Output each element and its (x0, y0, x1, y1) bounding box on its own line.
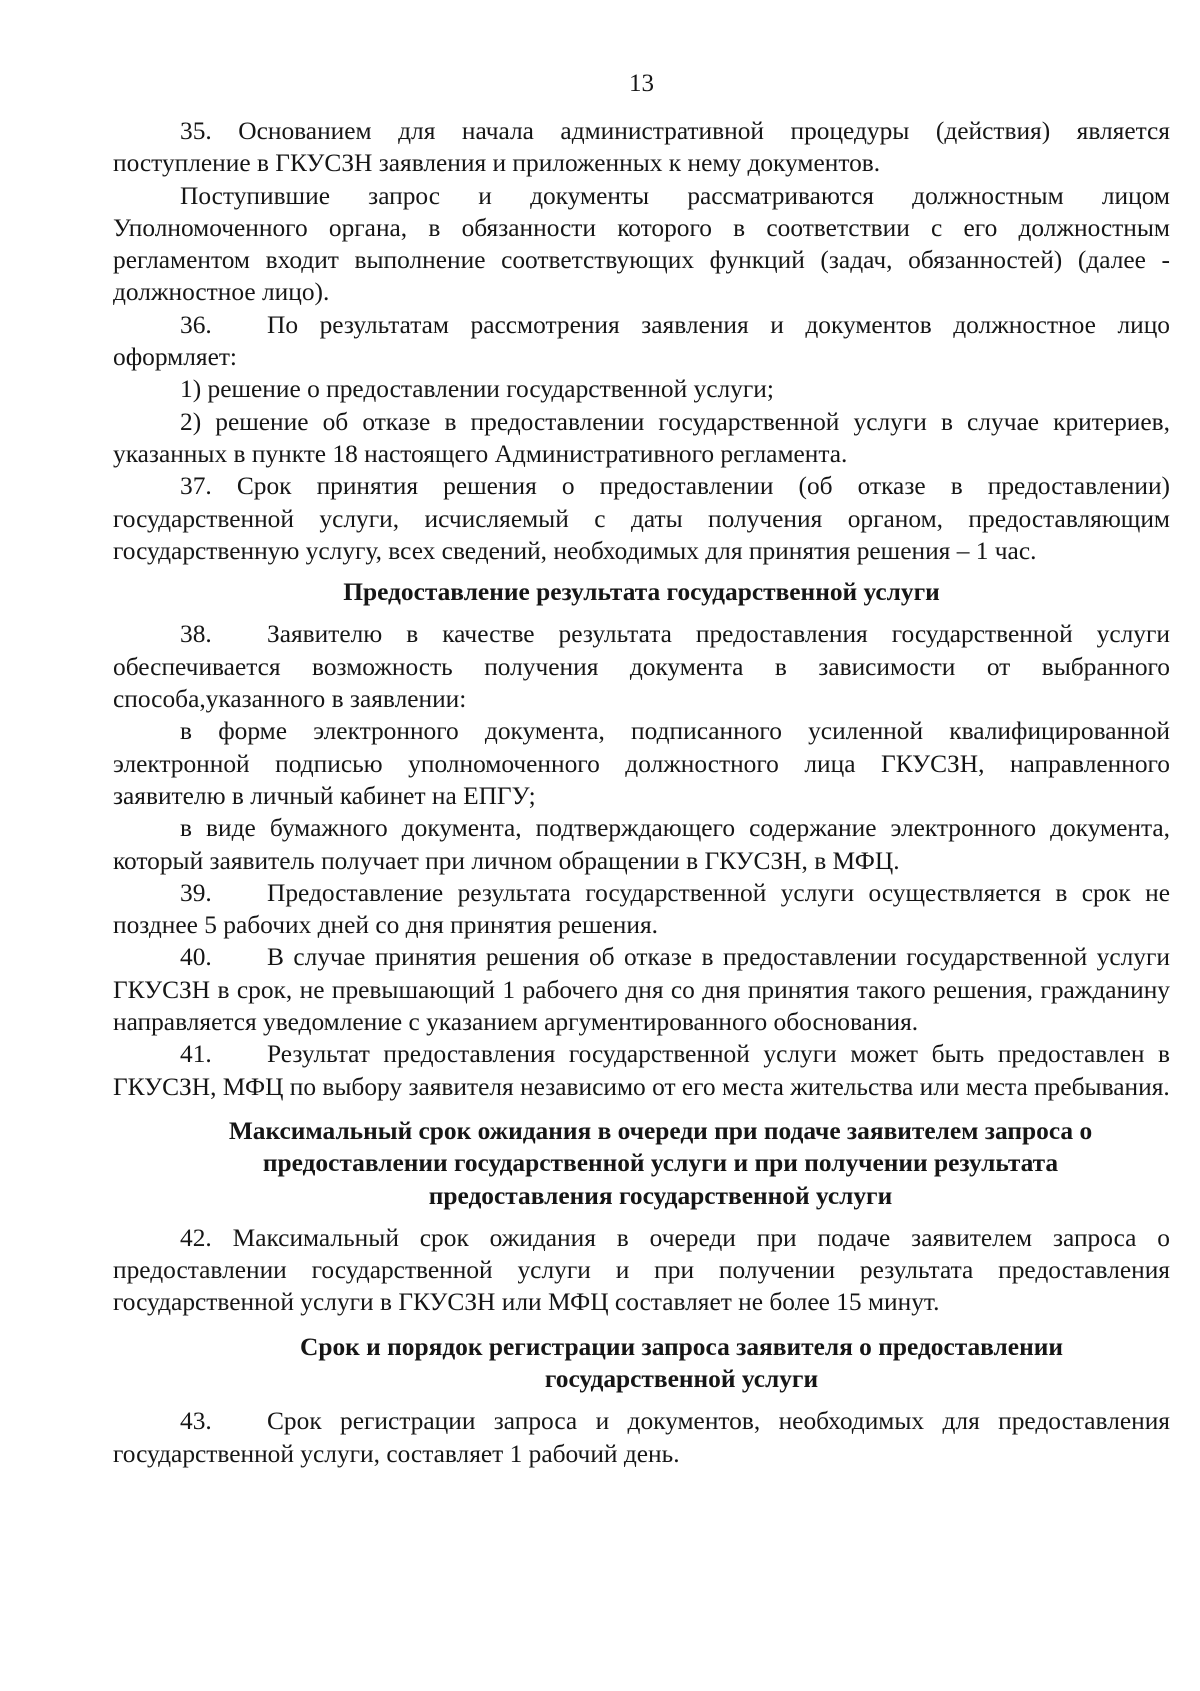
paragraph-39-text: Предоставление результата государственной услуги осуществляется в срок не позднее 5 рабочих дней со дня принятия решения. (113, 878, 1170, 940)
paragraph-39-number: 39. (180, 878, 212, 907)
paragraph-43-number: 43. (180, 1407, 212, 1436)
paragraph-41-number: 41. (180, 1040, 212, 1069)
section-heading-registration-line-2: государственной услуги (544, 1364, 819, 1393)
section-heading-queue-time-line-1: Максимальный срок ожидания в очереди при подаче заявителем запроса о (228, 1116, 1093, 1145)
document-content (113, 115, 1170, 1470)
page-number: 13 (629, 70, 654, 97)
paragraph-38-number: 38. (180, 620, 212, 649)
paragraph-40-text: В случае принятия решения об отказе в предоставлении государственной услуги ГКУСЗН в срок, не превышающий 1 рабочего дня со дня принятия такого решения, гражданину направляется уведомление с указанием аргументированного обоснования. (113, 943, 1170, 1037)
section-heading-registration (113, 1331, 1170, 1396)
paragraph-40 (113, 941, 1170, 1038)
paragraph-37: 37. Срок принятия решения о предоставлении (об отказе в предоставлении) государственной услуги, исчисляемый с даты получения органом, предоставляющим государственную услугу, всех сведений, необходимых для принятия решения – 1 час. (113, 472, 1170, 565)
paragraph-38-option-paper: в виде бумажного документа, подтверждающего содержание электронного документа, который заявитель получает при личном обращении в ГКУСЗН, в МФЦ. (113, 814, 1170, 875)
paragraph-35 (113, 115, 1170, 180)
paragraph-38 (113, 618, 1170, 715)
paragraph-36-item-1: 1) решение о предоставлении государственной услуги; (180, 375, 774, 404)
section-heading-queue-time-line-2: предоставлении государственной услуги и при получении результата (262, 1149, 1059, 1178)
paragraph-41-text: Результат предоставления государственной услуги может быть предоставлен в ГКУСЗН, МФЦ по выбору заявителя независимо от его места жительства или места пребывания. (113, 1040, 1170, 1101)
paragraph-38-text: Заявителю в качестве результата предоставления государственной услуги обеспечивается возможность получения документа в зависимости от выбранного способа,указанного в заявлении: (113, 620, 1170, 714)
paragraph-43 (113, 1405, 1170, 1470)
section-heading-queue-time-line-3: предоставления государственной услуги (428, 1181, 893, 1210)
section-heading-queue-time (113, 1115, 1170, 1212)
paragraph-35-text: Основанием для начала административной процедуры (действия) является поступление в ГКУСЗН заявления и приложенных к нему документов. (113, 117, 1170, 178)
paragraph-35-continuation: Поступившие запрос и документы рассматриваются должностным лицом Уполномоченного органа, в обязанности которого в соответствии с его должностным регламентом входит выполнение соответствующих функций (задач, обязанностей) (далее - должностное лицо). (113, 181, 1170, 307)
section-heading-registration-line-1: Срок и порядок регистрации запроса заявителя о предоставлении (300, 1332, 1063, 1361)
paragraph-36-text: По результатам рассмотрения заявления и документов должностное лицо оформляет: (113, 310, 1170, 372)
paragraph-36-number: 36. (180, 310, 212, 339)
paragraph-43-text: Срок регистрации запроса и документов, необходимых для предоставления государственной услуги, составляет 1 рабочий день. (113, 1407, 1170, 1468)
paragraph-42: 42. Максимальный срок ожидания в очереди при подаче заявителем запроса о предоставлении государственной услуги и при получении результата предоставления государственной услуги в ГКУСЗН или МФЦ составляет не более 15 минут. (113, 1223, 1170, 1317)
paragraph-35-number: 35. (180, 117, 212, 145)
section-heading-result: Предоставление результата государственной услуги (343, 578, 940, 607)
paragraph-40-number: 40. (180, 943, 212, 972)
paragraph-41 (113, 1038, 1170, 1103)
paragraph-36-item-2: 2) решение об отказе в предоставлении государственной услуги в случае критериев, указанных в пункте 18 настоящего Административного регламента. (113, 407, 1170, 468)
paragraph-38-option-electronic: в форме электронного документа, подписанного усиленной квалифицированной электронной подписью уполномоченного должностного лица ГКУСЗН, направленного заявителю в личный кабинет на ЕПГУ; (113, 717, 1170, 810)
paragraph-36 (113, 309, 1170, 374)
paragraph-39 (113, 877, 1170, 942)
